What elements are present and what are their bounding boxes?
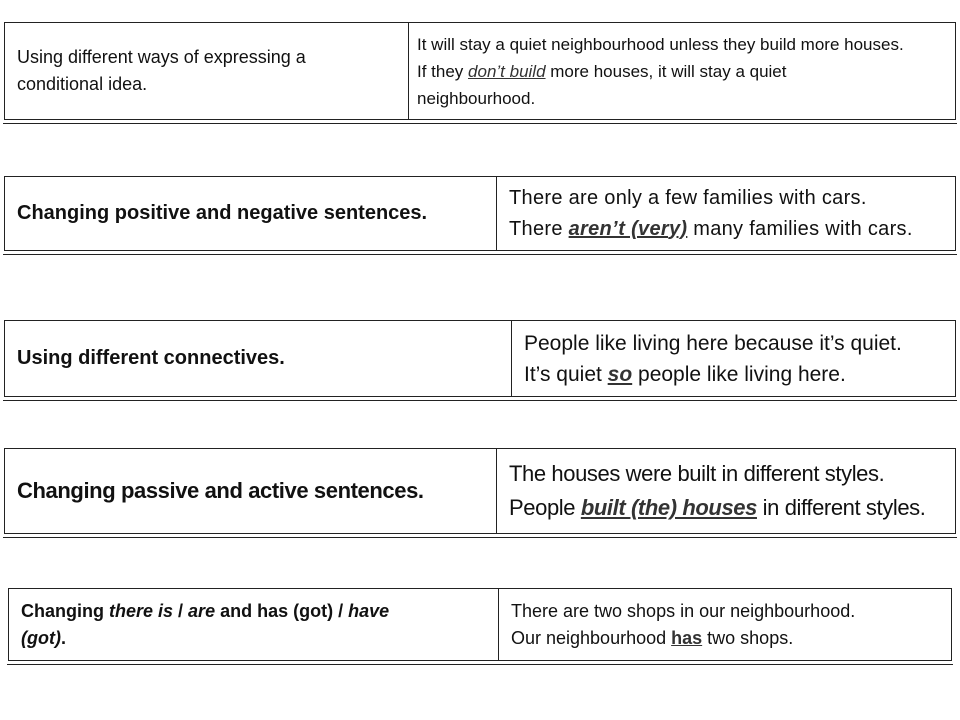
example-line (509, 214, 913, 245)
rule-term: have (348, 600, 390, 621)
highlighted-phrase: so (607, 362, 633, 386)
rule-term: there is (109, 600, 174, 621)
rule-text: and (215, 600, 258, 621)
highlighted-phrase: aren’t (very) (568, 217, 688, 240)
example-text: People (509, 495, 581, 520)
example-text: many families with cars. (687, 217, 913, 240)
example-cell (497, 177, 955, 250)
rule-cell (5, 321, 512, 396)
example-line (524, 359, 846, 390)
there-is-has-got-table (8, 588, 952, 661)
rule-label-line (21, 598, 389, 625)
highlighted-phrase: built (the) houses (580, 495, 757, 520)
example-text: in different styles. (756, 495, 926, 520)
example-cell (512, 321, 955, 396)
rule-label: Using different connectives. (17, 347, 285, 369)
connectives-table (4, 320, 956, 397)
example-line (417, 58, 787, 85)
highlighted-phrase: has (671, 627, 703, 648)
example-line: The houses were built in different styles. (509, 461, 885, 486)
rule-cell (5, 449, 497, 533)
example-line: There are two shops in our neighbourhood. (511, 600, 856, 621)
example-cell (499, 589, 951, 660)
rule-text: / (333, 600, 349, 621)
example-line: There are only a few families with cars. (509, 186, 867, 209)
rule-label-line: conditional idea. (17, 74, 148, 94)
rule-term: (got) (21, 627, 61, 648)
rule-text: Changing (21, 600, 109, 621)
rule-label-line: Using different ways of expressing a (17, 47, 306, 67)
passive-active-table (4, 448, 956, 534)
rule-term: are (188, 600, 216, 621)
example-cell (497, 449, 955, 533)
example-line: neighbourhood. (417, 88, 536, 108)
example-text: two shops. (702, 627, 794, 648)
highlighted-phrase: don’t build (468, 61, 546, 81)
example-line: People like living here because it’s quiet. (524, 331, 902, 355)
example-text: If they (417, 61, 469, 81)
rule-text: / (173, 600, 189, 621)
rule-label: Changing positive and negative sentences. (17, 202, 428, 224)
example-cell (409, 23, 955, 119)
example-text: people like living here. (632, 362, 846, 386)
rule-term: has (got) (257, 600, 334, 621)
example-line: It will stay a quiet neighbourhood unless they build more houses. (417, 34, 904, 54)
example-line (509, 491, 925, 525)
rule-label: Changing passive and active sentences. (17, 478, 424, 503)
rule-text: . (60, 627, 66, 648)
rule-cell (9, 589, 499, 660)
example-line (511, 625, 793, 652)
example-text: There (509, 217, 569, 240)
example-text: Our neighbourhood (511, 627, 672, 648)
positive-negative-table (4, 176, 956, 251)
rule-cell (5, 177, 497, 250)
rule-label-line (21, 625, 66, 652)
rule-cell (5, 23, 409, 119)
conditional-table (4, 22, 956, 120)
example-text: more houses, it will stay a quiet (545, 61, 787, 81)
example-text: It’s quiet (524, 362, 608, 386)
